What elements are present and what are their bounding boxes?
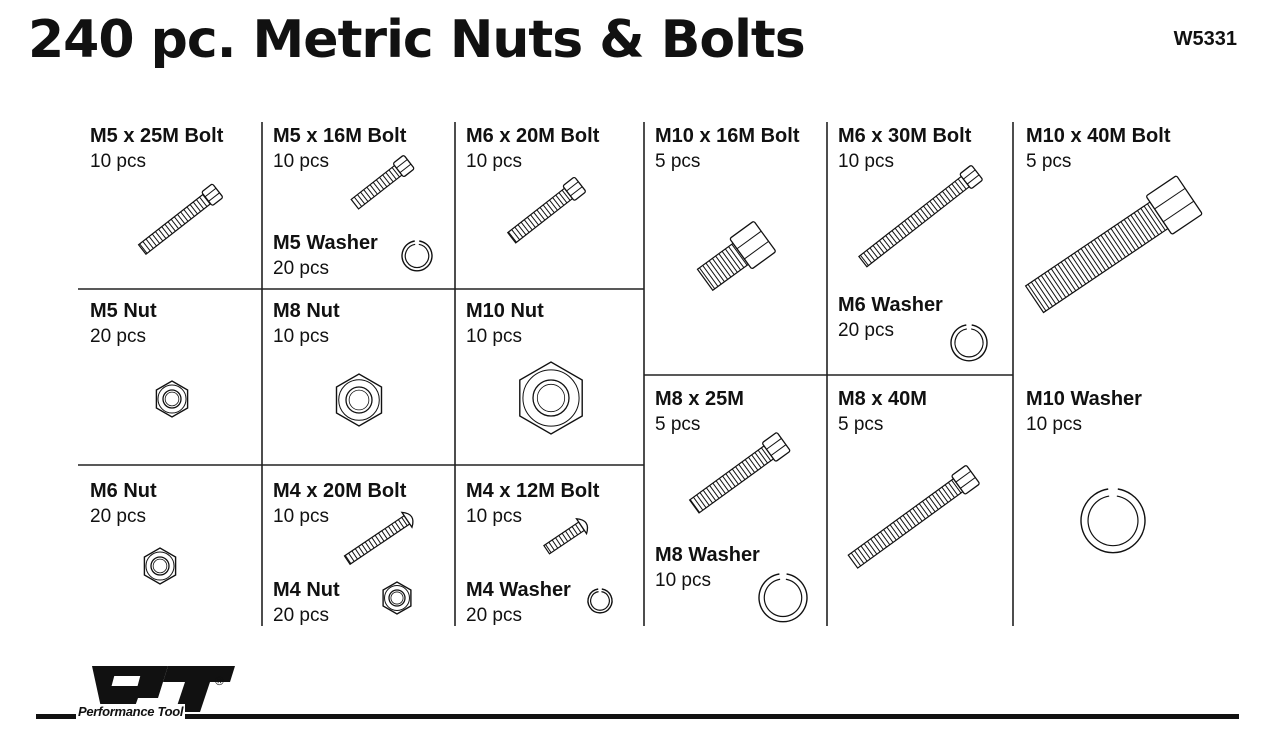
item-name: M5 x 25M Bolt — [90, 125, 224, 147]
nut-m5-drawing — [156, 381, 187, 417]
registered-mark: ® — [215, 674, 224, 688]
nut-m4-drawing — [383, 582, 411, 614]
item-quantity: 10 pcs — [1026, 414, 1082, 435]
item-label — [90, 479, 157, 529]
item-name: M4 x 20M Bolt — [273, 480, 407, 502]
item-quantity: 10 pcs — [466, 151, 522, 172]
item-label — [466, 124, 599, 174]
item-quantity: 10 pcs — [273, 326, 329, 347]
nut-m8-drawing — [337, 374, 382, 426]
item-label — [1026, 124, 1170, 174]
item-label — [273, 124, 406, 174]
item-name: M4 Nut — [273, 579, 340, 601]
washer-m5-drawing — [402, 241, 432, 271]
item-name: M5 x 16M Bolt — [273, 125, 407, 147]
washer-m10-drawing — [1081, 489, 1145, 553]
item-name: M5 Washer — [273, 232, 378, 254]
item-quantity: 10 pcs — [466, 506, 522, 527]
item-quantity: 10 pcs — [838, 151, 894, 172]
item-label — [273, 231, 378, 281]
item-label — [838, 124, 971, 174]
bolt-m6x30-drawing — [857, 165, 983, 269]
item-quantity: 20 pcs — [90, 506, 146, 527]
bolt-m5x25-drawing — [137, 184, 223, 257]
bolt-m10x16-drawing — [694, 221, 776, 295]
item-quantity: 10 pcs — [655, 570, 711, 591]
item-label — [466, 479, 599, 529]
item-label — [1026, 387, 1142, 437]
item-name: M8 x 40M — [838, 388, 927, 410]
page-title: 240 pc. Metric Nuts & Bolts — [28, 10, 805, 70]
item-label — [655, 387, 744, 437]
item-quantity: 5 pcs — [655, 414, 701, 435]
item-quantity: 20 pcs — [273, 258, 329, 279]
item-name: M5 Nut — [90, 300, 157, 322]
item-quantity: 5 pcs — [655, 151, 701, 172]
item-label — [466, 299, 544, 349]
item-label — [273, 578, 340, 628]
item-name: M10 x 40M Bolt — [1026, 125, 1171, 147]
item-name: M6 Washer — [838, 294, 943, 316]
washer-m6-drawing — [951, 325, 987, 361]
item-label — [655, 543, 760, 593]
brand-name: Performance Tool — [78, 704, 184, 719]
item-quantity: 10 pcs — [273, 506, 329, 527]
item-label — [273, 479, 406, 529]
item-name: M8 Washer — [655, 544, 760, 566]
item-label — [90, 299, 157, 349]
item-name: M6 Nut — [90, 480, 157, 502]
bolt-m8x40-drawing — [846, 465, 980, 571]
item-label — [466, 578, 571, 628]
item-name: M4 x 12M Bolt — [466, 480, 600, 502]
item-quantity: 10 pcs — [466, 326, 522, 347]
item-quantity: 5 pcs — [1026, 151, 1072, 172]
item-quantity: 20 pcs — [838, 320, 894, 341]
item-name: M8 Nut — [273, 300, 340, 322]
item-name: M4 Washer — [466, 579, 571, 601]
item-label — [838, 387, 927, 437]
item-name: M6 x 20M Bolt — [466, 125, 600, 147]
item-quantity: 20 pcs — [466, 605, 522, 626]
item-name: M10 Washer — [1026, 388, 1142, 410]
item-quantity: 10 pcs — [273, 151, 329, 172]
grid-lines — [78, 122, 1013, 626]
item-name: M8 x 25M — [655, 388, 744, 410]
bolt-m10x40-drawing — [1022, 176, 1203, 319]
item-label — [273, 299, 340, 349]
item-label — [655, 124, 799, 174]
nut-m10-drawing — [520, 362, 582, 434]
item-quantity: 10 pcs — [90, 151, 146, 172]
bolt-m8x25-drawing — [688, 432, 791, 516]
item-name: M10 x 16M Bolt — [655, 125, 800, 147]
item-name: M6 x 30M Bolt — [838, 125, 972, 147]
washer-m8-drawing — [759, 574, 807, 622]
washer-m4-drawing — [588, 589, 612, 613]
nut-m6-drawing — [144, 548, 175, 584]
part-number: W5331 — [1173, 28, 1237, 50]
item-quantity: 5 pcs — [838, 414, 884, 435]
item-quantity: 20 pcs — [90, 326, 146, 347]
item-label — [838, 293, 943, 343]
footer-rule — [36, 714, 1239, 719]
item-label — [90, 124, 223, 174]
item-name: M10 Nut — [466, 300, 544, 322]
bolt-m6x20-drawing — [506, 177, 586, 245]
item-quantity: 20 pcs — [273, 605, 329, 626]
